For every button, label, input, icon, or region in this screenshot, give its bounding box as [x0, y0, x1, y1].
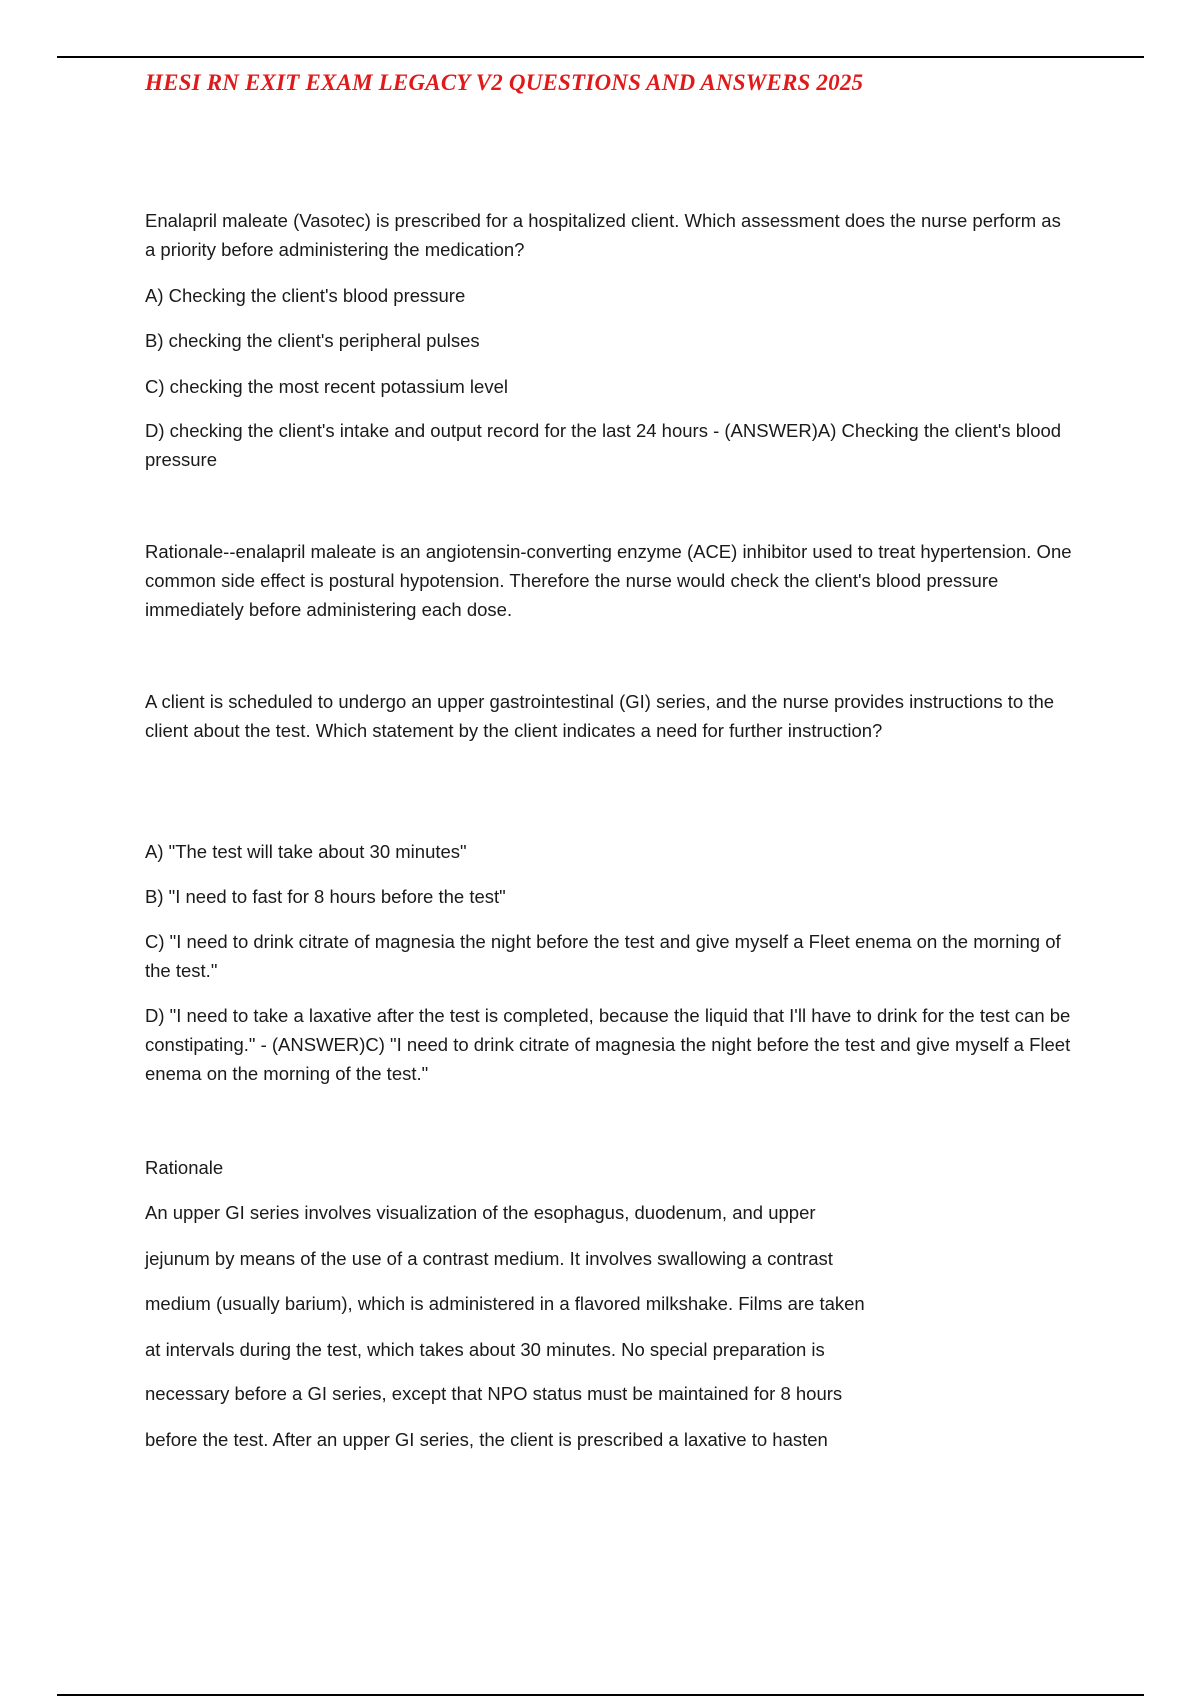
question-2-rationale-heading: Rationale	[145, 1157, 224, 1178]
question-1-option-b: B) checking the client's peripheral pulses	[145, 330, 480, 351]
question-1-rationale: Rationale--enalapril maleate is an angiotensin-converting enzyme (ACE) inhibitor used to treat hypertension. One common side effect is postural hypotension. Therefore the nurse would check the client's blood pressure immediately before administering each dose.	[145, 541, 1072, 620]
question-1-option-a: A) Checking the client's blood pressure	[145, 285, 466, 306]
question-2-option-b: B) "I need to fast for 8 hours before the test"	[145, 886, 506, 907]
question-2-option-a: A) "The test will take about 30 minutes"	[145, 841, 467, 862]
question-2-rationale-line: at intervals during the test, which takes about 30 minutes. No special preparation is	[145, 1339, 825, 1360]
question-1-option-d: D) checking the client's intake and output record for the last 24 hours - (ANSWER)A) Checking the client's blood pressure	[145, 420, 1062, 470]
question-2-option-c: C) "I need to drink citrate of magnesia the night before the test and give myself a Fleet enema on the morning of the test."	[145, 931, 1061, 981]
question-2-rationale-line: jejunum by means of the use of a contrast medium. It involves swallowing a contrast	[145, 1248, 833, 1269]
footer-rule	[57, 1694, 1144, 1696]
question-2-rationale-line: An upper GI series involves visualization of the esophagus, duodenum, and upper	[145, 1202, 816, 1223]
question-2-rationale-line: before the test. After an upper GI series, the client is prescribed a laxative to hasten	[145, 1429, 828, 1450]
document-title: HESI RN EXIT EXAM LEGACY V2 QUESTIONS AND ANSWERS 2025	[145, 70, 864, 95]
question-1-stem: Enalapril maleate (Vasotec) is prescribed for a hospitalized client. Which assessment does the nurse perform as a priority before administering the medication?	[145, 210, 1061, 260]
question-2-option-d: D) "I need to take a laxative after the test is completed, because the liquid that I'll have to drink for the test can be constipating." - (ANSWER)C) "I need to drink citrate of magnesia the night before the test and give myself a Fleet enema on the morning of the test."	[145, 1005, 1071, 1084]
question-1-option-c: C) checking the most recent potassium level	[145, 376, 508, 397]
question-2-rationale-line: necessary before a GI series, except that NPO status must be maintained for 8 hours	[145, 1383, 843, 1404]
question-2-stem: A client is scheduled to undergo an upper gastrointestinal (GI) series, and the nurse provides instructions to the client about the test. Which statement by the client indicates a need for further instruction?	[145, 691, 1055, 741]
header-rule	[57, 56, 1144, 58]
question-2-rationale-line: medium (usually barium), which is administered in a flavored milkshake. Films are taken	[145, 1293, 865, 1314]
